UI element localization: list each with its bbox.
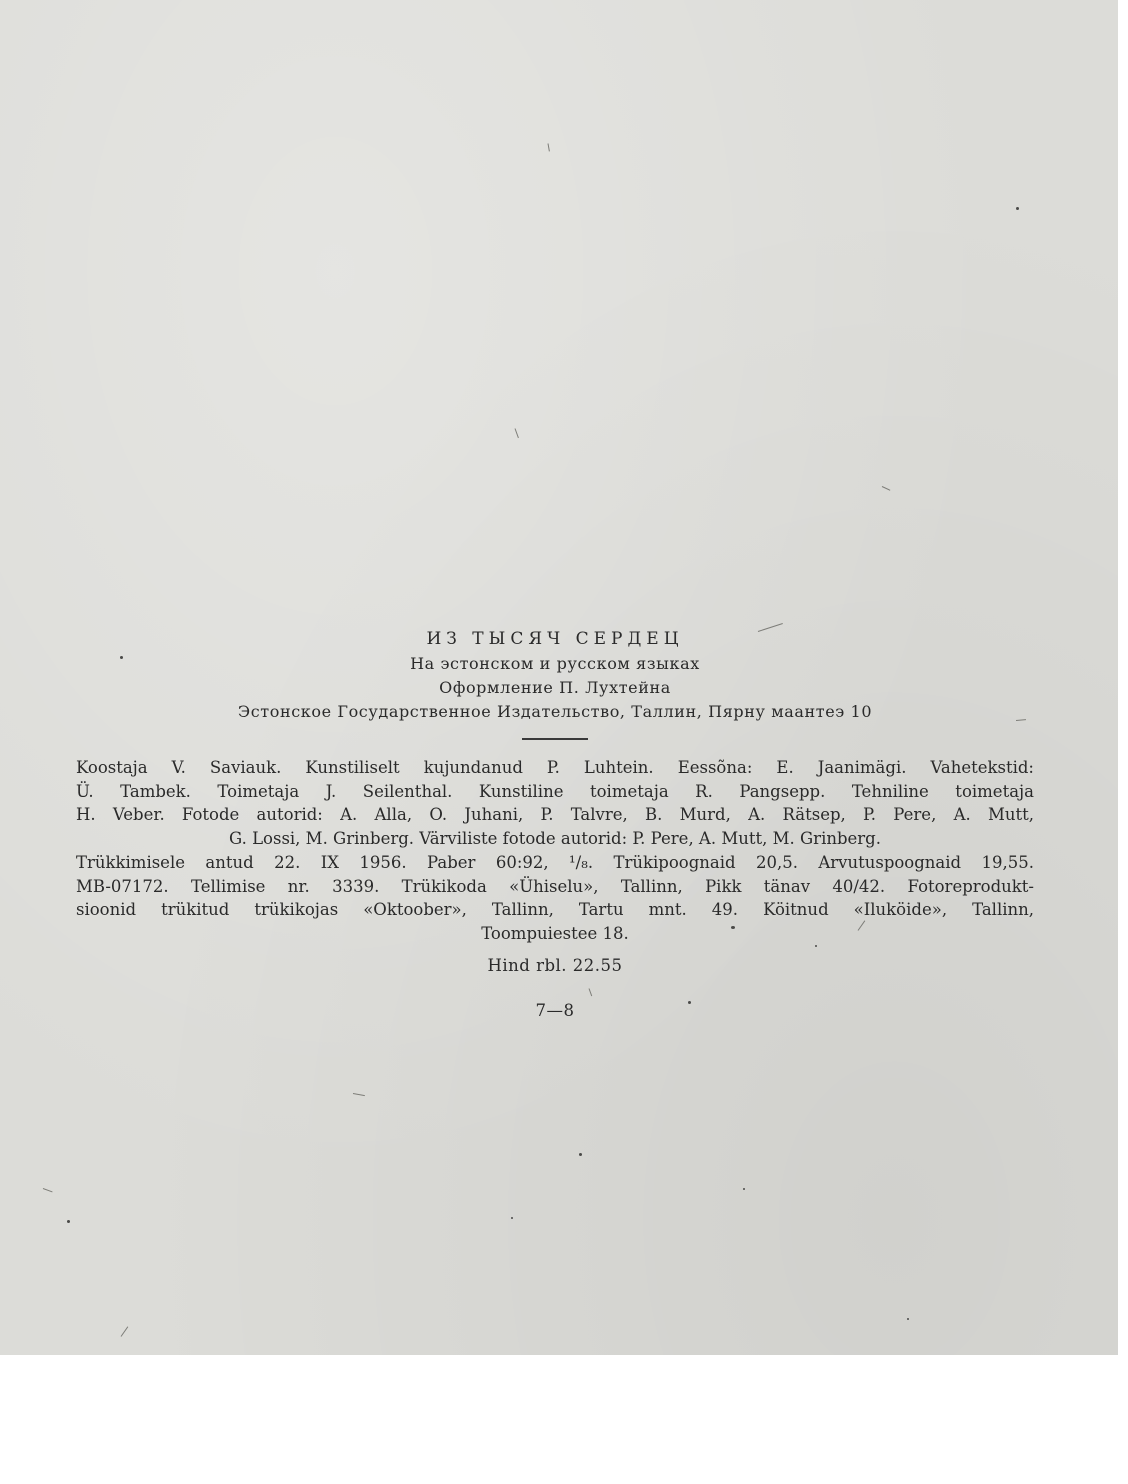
print-info-line: Trükkimisele antud 22. IX 1956. Paber 60:92, ¹/₈. Trükipoognaid 20,5. Arvutuspoognaid 19,55. xyxy=(76,852,1034,872)
credits-block xyxy=(76,756,1034,946)
paper-fiber xyxy=(121,1326,129,1336)
credits-line: H. Veber. Fotode autorid: A. Alla, O. Juhani, P. Talvre, B. Murd, A. Rätsep, P. Pere, A. Mutt, xyxy=(76,805,1034,825)
book-title: ИЗ ТЫСЯЧ СЕРДЕЦ xyxy=(426,629,684,649)
divider-rule xyxy=(522,738,588,740)
print-info-line: sioonid trükitud trükikojas «Oktoober», Tallinn, Tartu mnt. 49. Köitnud «Iluköide», Tallinn, xyxy=(76,900,1034,920)
paper-fiber xyxy=(353,1093,365,1096)
publisher-address: Эстонское Государственное Издательство, Таллин, Пярну маантеэ 10 xyxy=(237,702,873,721)
paper-speck xyxy=(743,1188,745,1190)
paper-speck xyxy=(67,1220,70,1223)
paper-fiber xyxy=(515,428,519,438)
price: Hind rbl. 22.55 xyxy=(487,955,623,975)
paper-fiber xyxy=(882,486,891,491)
catalog-code: 7—8 xyxy=(535,1000,575,1020)
paper-speck xyxy=(1016,207,1019,210)
paper-fiber xyxy=(548,143,550,151)
paper-speck xyxy=(579,1153,582,1156)
print-info-line: MB-07172. Tellimise nr. 3339. Trükikoda «Ühiselu», Tallinn, Pikk tänav 40/42. Fotoreprodukt- xyxy=(76,876,1034,896)
paper-fiber xyxy=(43,1188,53,1192)
paper-speck xyxy=(511,1217,513,1219)
print-info-line: Toompuiestee 18. xyxy=(481,923,629,943)
paper-speck xyxy=(907,1318,909,1320)
credits-line: Koostaja V. Saviauk. Kunstiliselt kujundanud P. Luhtein. Eessõna: E. Jaanimägi. Vahetekstid: xyxy=(76,758,1034,777)
design-credit: Оформление П. Лухтейна xyxy=(439,678,671,697)
credits-line: G. Lossi, M. Grinberg. Värviliste fotode autorid: P. Pere, A. Mutt, M. Grinberg. xyxy=(229,829,881,849)
colophon xyxy=(76,626,1034,1020)
languages-note: На эстонском и русском языках xyxy=(410,654,700,673)
credits-line: Ü. Tambek. Toimetaja J. Seilenthal. Kunstiline toimetaja R. Pangsepp. Tehniline toimetaja xyxy=(76,781,1034,801)
